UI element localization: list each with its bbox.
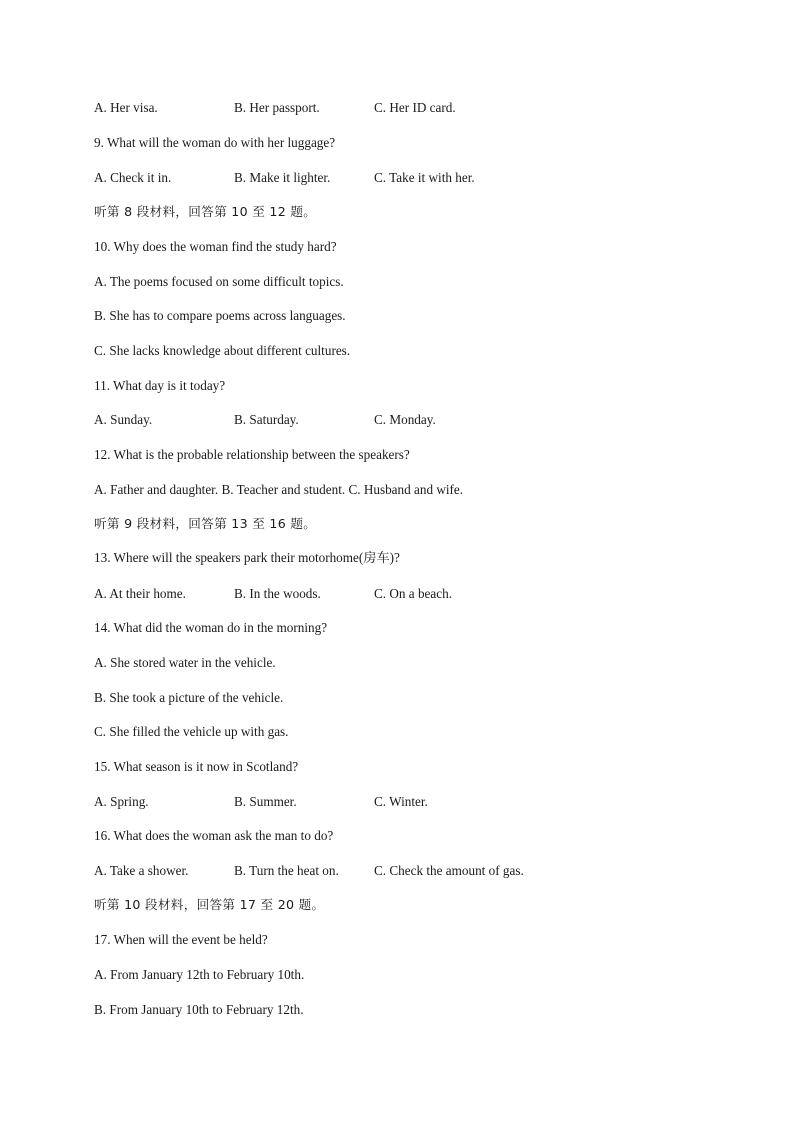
question-17-option-a: A. From January 12th to February 10th. [94,967,305,982]
option-c: C. Monday. [374,412,436,427]
option-a: A. Spring. [94,794,149,809]
question-10-option-b: B. She has to compare poems across languages. [94,308,346,323]
question-15: 15. What season is it now in Scotland? [94,759,299,774]
option-b: B. In the woods. [234,586,321,601]
option-c: C. Take it with her. [374,170,475,185]
question-14-option-a: A. She stored water in the vehicle. [94,655,276,670]
question-17: 17. When will the event be held? [94,932,268,947]
option-b: B. Saturday. [234,412,299,427]
question-16: 16. What does the woman ask the man to do? [94,828,334,843]
question-11: 11. What day is it today? [94,378,226,393]
option-c: C. On a beach. [374,586,452,601]
option-a: A. Sunday. [94,412,153,427]
option-b: B. Turn the heat on. [234,863,339,878]
section-heading-9: 听第 9 段材料，回答第 13 至 16 题。 [94,516,317,531]
question-17-option-b: B. From January 10th to February 12th. [94,1002,304,1017]
option-b: B. Summer. [234,794,297,809]
option-c: C. Her ID card. [374,100,456,115]
option-b: B. Make it lighter. [234,170,331,185]
question-10-option-a: A. The poems focused on some difficult topics. [94,274,344,289]
section-heading-8: 听第 8 段材料，回答第 10 至 12 题。 [94,204,317,219]
option-a: A. Check it in. [94,170,172,185]
section-heading-10: 听第 10 段材料，回答第 17 至 20 题。 [94,897,325,912]
option-c: C. Check the amount of gas. [374,863,524,878]
question-13: 13. Where will the speakers park their motorhome(房车)? [94,550,400,565]
option-b: B. Her passport. [234,100,320,115]
option-a: A. Her visa. [94,100,158,115]
question-12-options: A. Father and daughter. B. Teacher and student. C. Husband and wife. [94,482,464,497]
option-a: A. Take a shower. [94,863,189,878]
question-9: 9. What will the woman do with her luggage? [94,135,336,150]
option-c: C. Winter. [374,794,428,809]
option-a: A. At their home. [94,586,186,601]
question-10-option-c: C. She lacks knowledge about different cultures. [94,343,351,358]
question-14: 14. What did the woman do in the morning? [94,620,328,635]
question-12: 12. What is the probable relationship between the speakers? [94,447,410,462]
question-10: 10. Why does the woman find the study hard? [94,239,337,254]
question-14-option-b: B. She took a picture of the vehicle. [94,690,284,705]
question-14-option-c: C. She filled the vehicle up with gas. [94,724,289,739]
